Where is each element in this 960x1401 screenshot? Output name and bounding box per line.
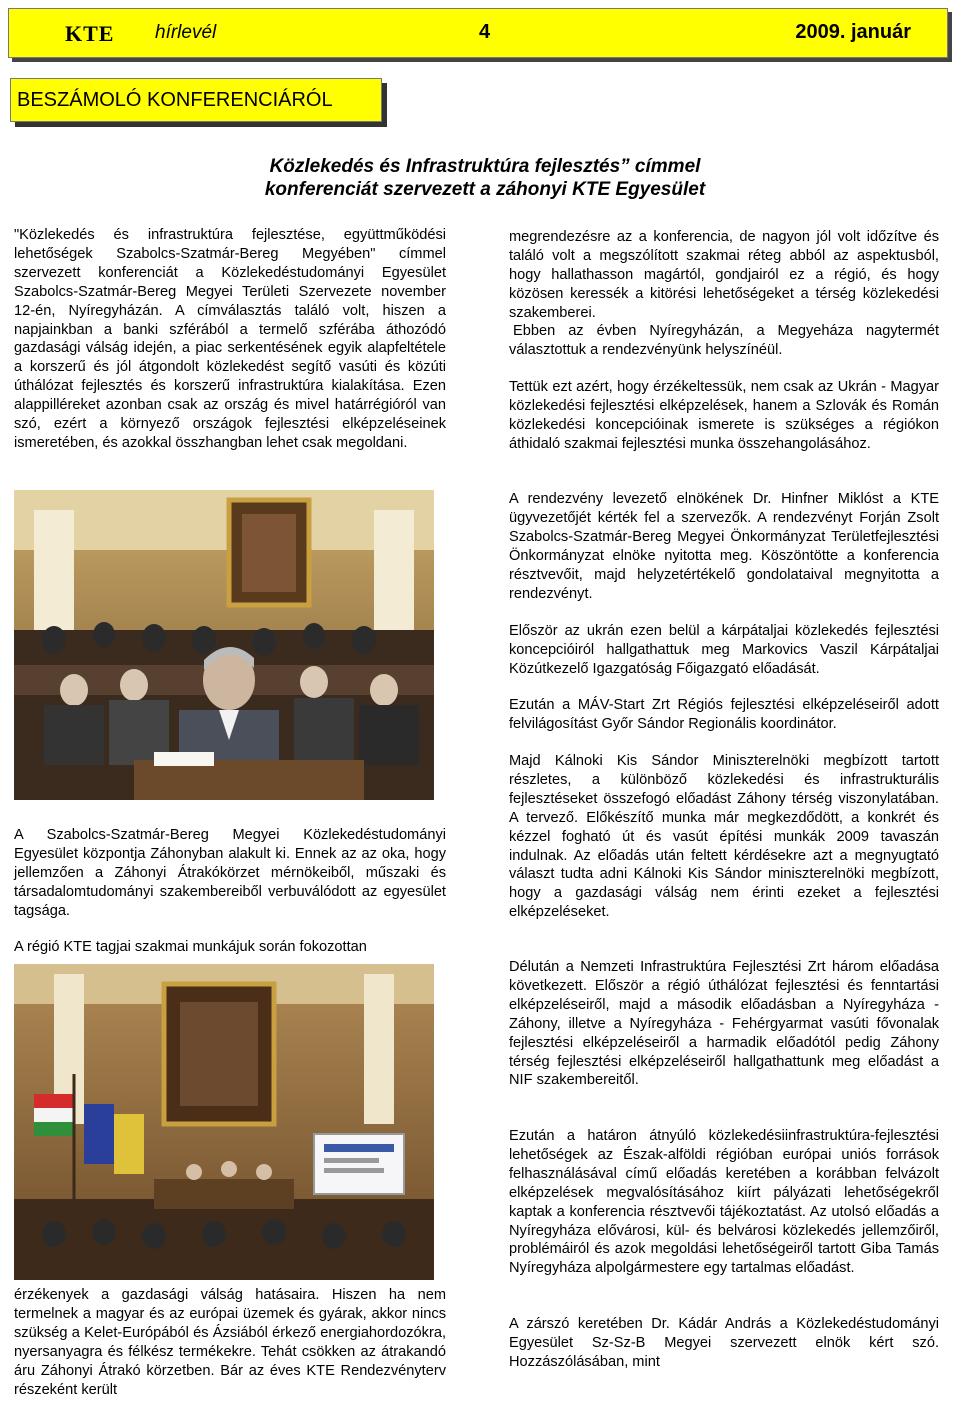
issue-date: 2009. január <box>795 21 911 43</box>
purpose-paragraph: Tettük ezt azért, hogy érzékeltessük, nem csak az Ukrán - Magyar közlekedési fejlesztési elképzelések, hanem a Szlovák és Román közlekedési koncepcióinak ismerete is szükséges a régiókon áthidaló szakmai fejlesztési munka összehangolásához. <box>509 379 939 452</box>
founding-paragraph: A Szabolcs-Szatmár-Bereg Megyei Közlekedéstudományi Egyesület központja Záhonyban alakult ki. Ennek az az oka, hogy jellemzően a Záhonyi Átrakókörzet mérnökeiből, műszaki és társadalomtudományi szakembereiből verbuválódott az egyesület tagsága. <box>14 827 446 919</box>
article-headline <box>200 155 770 201</box>
brand-subtitle: hírlevél <box>155 22 217 43</box>
venue-paragraph: Ebben az évben Nyíregyházán, a Megyeháza nagytermét választottuk a rendezvényünk helyszínéül. <box>509 323 939 358</box>
page-number: 4 <box>479 21 491 43</box>
crisis-paragraph: érzékenyek a gazdasági válság hatásaira. Hiszen ha nem termelnek a magyar és az európai üzemek és gyárak, akkor nincs szükség a Kelet-Európából és Ázsiából érkező energiahordozókra, nyersanyagra és félkész termékekre. Tehát csökken az átrakandó áru Záhonyi Átrakó körzetben. Bár az éves KTE Rendezvényterv részeként került <box>14 1287 446 1398</box>
mav-talk-paragraph: Ezután a MÁV-Start Zrt Régiós fejlesztési elképzeléseiről adott felvilágosítást Győr Sándor Regionális koordinátor. <box>509 697 939 732</box>
conference-audience-photo <box>14 490 434 800</box>
conference-hall-photo <box>14 964 434 1280</box>
closing-paragraph: A zárszó keretében Dr. Kádár András a Közlekedéstudományi Egyesület Sz-Sz-B Megyei szervezett elnök kért szó. Hozzászólásában, mint <box>509 1316 939 1370</box>
newsletter-header <box>8 8 948 58</box>
intro-paragraph: "Közlekedés és infrastruktúra fejlesztése, együttműködési lehetőségek Szabolcs-Szatmár-Bereg Megyében" címmel szervezett konferenciát a Közlekedéstudományi Egyesület Szabolcs-Szatmár-Bereg Megyei Területi Szervezete november 12-én, Nyíregyházán. A címválasztás találó volt, hiszen a napjainkban a banki szférából a termelő szférába áthozódó gazdasági válság idején, a piac serkentésének egyik alapfeltétele a korszerű és jól átgondolt közlekedést segítő vasúti és közúti úthálózat fejlesztés és korszerű infrastruktúra kialakítása. Ezen alappilléreket azonban csak az ország és mivel határrégióról van szó, ezért a környező országok fejlesztési elképzeléseinek ismeretében, és azokkal összhangban lehet csak megoldani. <box>14 227 446 451</box>
chair-paragraph: A rendezvény levezető elnökének Dr. Hinfner Miklóst a KTE ügyvezetőjét kérték fel a szervezők. A rendezvényt Forján Zsolt Szabolcs-Szatmár-Bereg Megyei Önkormányzat Területfejlesztési Önkormányzat elnöke nyitotta meg. Köszöntötte a konferencia résztvevőit, majd helyzetértékelő gondolataival megnyitotta a rendezvényt. <box>509 491 939 602</box>
commissioner-talk-paragraph: Majd Kálnoki Kis Sándor Miniszterelnöki megbízott tartott részletes, a különböző közlekedési és infrastrukturális fejlesztéseket összefogó előadást Záhony térség viszonylatában. A tervező. Előkészítő munka már megkezdődött, a konkrét és kézzel fogható út és vasút építési munkák 2009 tavaszán indulnak. Az előadás után feltett kérdésekre azt a megnyugtató választ tudta adni Kálnoki Kis Sándor miniszterelnöki megbízott, hogy a gazdasági válság nem érinti ezeket a fejlesztési elképzeléseket. <box>509 753 939 921</box>
brand-name: KTE <box>65 21 115 46</box>
headline-line-1: Közlekedés és Infrastruktúra fejlesztés” címmel <box>269 156 701 177</box>
section-title: BESZÁMOLÓ KONFERENCIÁRÓL <box>10 78 382 122</box>
nif-talks-paragraph: Délután a Nemzeti Infrastruktúra Fejlesztési Zrt három előadása következett. Először a régió úthálózat fejlesztési és fenntartási elképzeléseiről, majd a második előadásban a Nyíregyháza -Záhony, illetve a Nyíregyháza - Fehérgyarmat vasúti fővonalak fejlesztési elképzeléseiről a harmadik előadótól pedig Záhony térség fejlesztési elképzeléseiről hallgathattunk meg előadást a NIF szakembereitől. <box>509 959 939 1089</box>
crossborder-talk-paragraph: Ezután a határon átnyúló közlekedésiinfrastruktúra-fejlesztési lehetőségek az Észak-alföldi régióban európai uniós források felhasználásával című előadás keretében a korábban felvázolt elképzelések megvalósításához kiírt pályázati lehetőségekről kaptak a konferencia résztvevői tájékoztatást. Az utolsó előadás a Nyíregyháza elővárosi, kül- és belvárosi közlekedés jellemzőiről, problémáiról és azok megoldási lehetőségeiről tartott Giba Tamás Nyíregyháza alpolgármestere egy tartalmas előadást. <box>509 1128 939 1277</box>
region-paragraph-start: A régió KTE tagjai szakmai munkájuk során fokozottan <box>14 939 367 955</box>
ukrainian-talk-paragraph: Először az ukrán ezen belül a kárpátaljai közlekedés fejlesztési koncepcióiról hallgathattuk meg Markovics Vaszil Kárpátaljai Közútkezelő Igazgatóság Főigazgató előadását. <box>509 623 939 677</box>
headline-line-2: konferenciát szervezett a záhonyi KTE Egyesület <box>264 179 706 200</box>
timing-paragraph: megrendezésre az a konferencia, de nagyon jól volt időzítve és találó volt a megszólított szakmai réteg abból az aspektusból, hogy hallathasson magártól, gondjairól ez a régió, és hogy közösen keressék a kitörési lehetőségeket a térség közlekedési szakemberei. <box>509 229 939 321</box>
